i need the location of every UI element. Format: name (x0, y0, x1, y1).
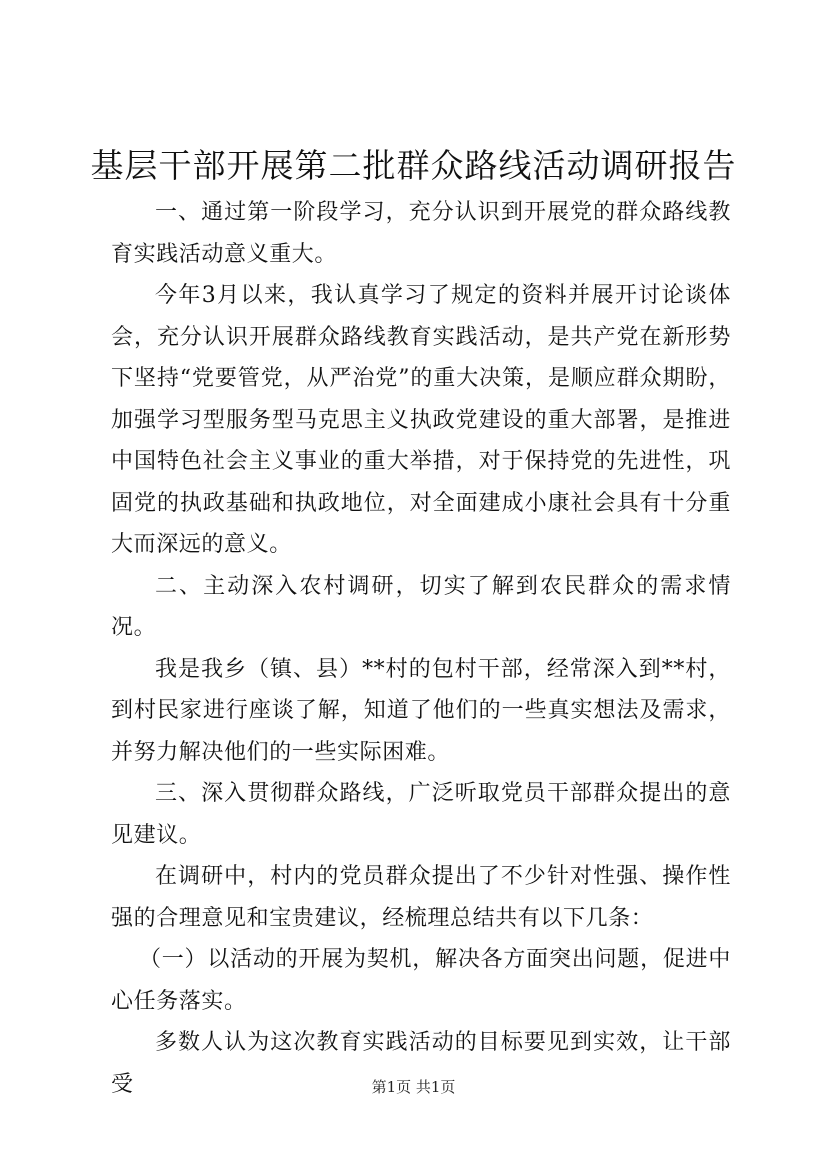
paragraph-majority-opinion: 多数人认为这次教育实践活动的目标要见到实效，让干部受 (111, 1030, 731, 1097)
paragraph-section-two-heading: 二、主动深入农村调研，切实了解到农民群众的需求情况。 (111, 573, 731, 640)
paragraph-survey-suggestions: 在调研中，村内的党员群众提出了不少针对性强、操作性强的合理意见和宝贵建议，经梳理总结共有以下几条： (111, 864, 731, 931)
paragraph-subsection-one: （一）以活动的开展为契机，解决各方面突出问题，促进中心任务落实。 (111, 947, 731, 1014)
paragraph-study-experience: 今年3月以来，我认真学习了规定的资料并展开讨论谈体会，充分认识开展群众路线教育实践活动，是共产党在新形势下坚持“党要管党，从严治党”的重大决策，是顺应群众期盼，加强学习型服务型马克思主义执政党建设的重大部署，是推进中国特色社会主义事业的重大举措，对于保持党的先进性，巩固党的执政基础和执政地位，对全面建成小康社会具有十分重大而深远的意义。 (111, 283, 731, 557)
paragraph-section-one-heading: 一、通过第一阶段学习，充分认识到开展党的群众路线教育实践活动意义重大。 (111, 200, 731, 267)
page-footer: 第1页 共1页 (371, 1078, 456, 1096)
document-title: 基层干部开展第二批群众路线活动调研报告 (90, 146, 737, 185)
document-body (111, 192, 731, 1105)
paragraph-section-three-heading: 三、深入贯彻群众路线，广泛听取党员干部群众提出的意见建议。 (111, 781, 731, 848)
paragraph-village-cadre: 我是我乡（镇、县）**村的包村干部，经常深入到**村，到村民家进行座谈了解，知道了他们的一些真实想法及需求，并努力解决他们的一些实际困难。 (111, 656, 731, 765)
